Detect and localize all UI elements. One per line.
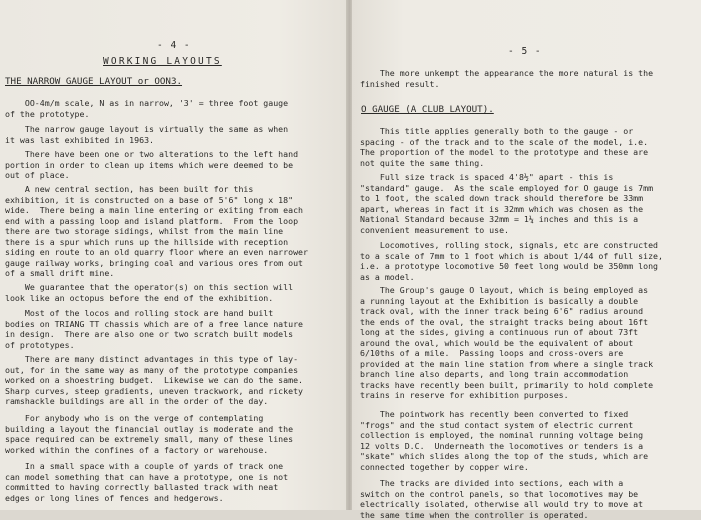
paragraph: A new central section, has been built for this exhibition, it is constructed on a base of 5'6" long x 18" wide. There being a main line entering or exiting from each end with a passing loop and island platform. From the loop there are two storage sidings, whilst from the main line there is a spur which runs up the hillside with reception siding en route to an old quarry floor where an even narrower gauge railway works, bringing coal and various ores from out of a small drift mine. [5,184,308,279]
paragraph: For anybody who is on the verge of contemplating building a layout the financial outlay is moderate and the space required can be extremely small, many of these lines worked within the confines of a factory or warehouse. [5,413,294,455]
paragraph: We guarantee that the operator(s) on this section will look like an octopus before the end of the exhibition. [5,282,294,303]
paragraph: The pointwork has recently been converted to fixed "frogs" and the stud contact system of electric current collection is employed, the nominal running voltage being 12 volts D.C. Underneath the locomotives or tenders is a "skate" which slides along the top of the studs, which are connected together by copper wire. [360,409,649,472]
paragraph: This title applies generally both to the gauge - or spacing - of the track and to the scale of the model, i.e. The proportion of the model to the prototype and these are not quite the same thing. [360,126,649,168]
paragraph: There have been one or two alterations to the left hand portion in order to clean up items which were deemed to be out of place. [5,149,299,181]
paragraph: The narrow gauge layout is virtually the same as when it was last exhibited in 1963. [5,124,289,145]
paragraph: OO-4m/m scale, N as in narrow, '3' = three foot gauge of the prototype. [5,98,289,119]
paragraph: Most of the locos and rolling stock are hand built bodies on TRIANG TT chassis which are of a free lance nature in design. There are also one or two scratch built models of prototypes. [5,308,304,350]
paragraph: The more unkempt the appearance the more natural is the finished result. [360,68,654,89]
paragraph: The tracks are divided into sections, each with a switch on the control panels, so that locomotives may be electrically isolated, otherwise all would try to move at the same time when the controller is operated. [360,478,644,520]
left-page [0,0,348,510]
section-heading: THE NARROW GAUGE LAYOUT or OON3. [5,76,183,87]
paragraph: There are many distinct advantages in this type of lay- out, for in the same way as many of the prototype companies worked on a shoestring budget. Likewise we can do the same. Sharp curves, steep gradients, uneven trackwork, and rickety ramshackle buildings are all in the order of the day. [5,354,304,407]
paragraph: In a small space with a couple of yards of track one can model something that can have a prototype, one is not committed to having correctly ballasted track with neat edges or long lines of fences and hedgerows. [5,461,289,503]
paragraph: The Group's gauge O layout, which is being employed as a running layout at the Exhibition is basically a double track oval, with the inner track being 6'6" radius around the ends of the oval, the straight tracks being about 16ft long at the sides, giving a continuous run of about 73ft around the oval, which would be the equivalent of about 6/10ths of a mile. Passing loops and cross-overs are provided at the main line station from where a single track branch line also departs, and long train accommodation tracks have recently been built, primarily to hold complete trains in reserve for exhibition purposes. [360,285,654,401]
page-number: - 4 - [157,40,191,51]
paragraph: Full size track is spaced 4'8½" apart - this is "standard" gauge. As the scale employed for O gauge is 7mm to 1 foot, the scaled down track should therefore be 33mm apart, whereas in fact it is 32mm which was chosen as the National Standard because 32mm = 1¼ inches and this is a convenient measurement to use. [360,172,654,235]
paragraph: Locomotives, rolling stock, signals, etc are constructed to a scale of 7mm to 1 foot which is about 1/44 of full size, i.e. a prototype locomotive 50 feet long would be 350mm long as a model. [360,240,663,282]
right-page [352,0,701,520]
page-number: - 5 - [508,46,542,57]
section-heading: O GAUGE (A CLUB LAYOUT). [361,104,494,115]
page-title: WORKING LAYOUTS [103,56,222,67]
